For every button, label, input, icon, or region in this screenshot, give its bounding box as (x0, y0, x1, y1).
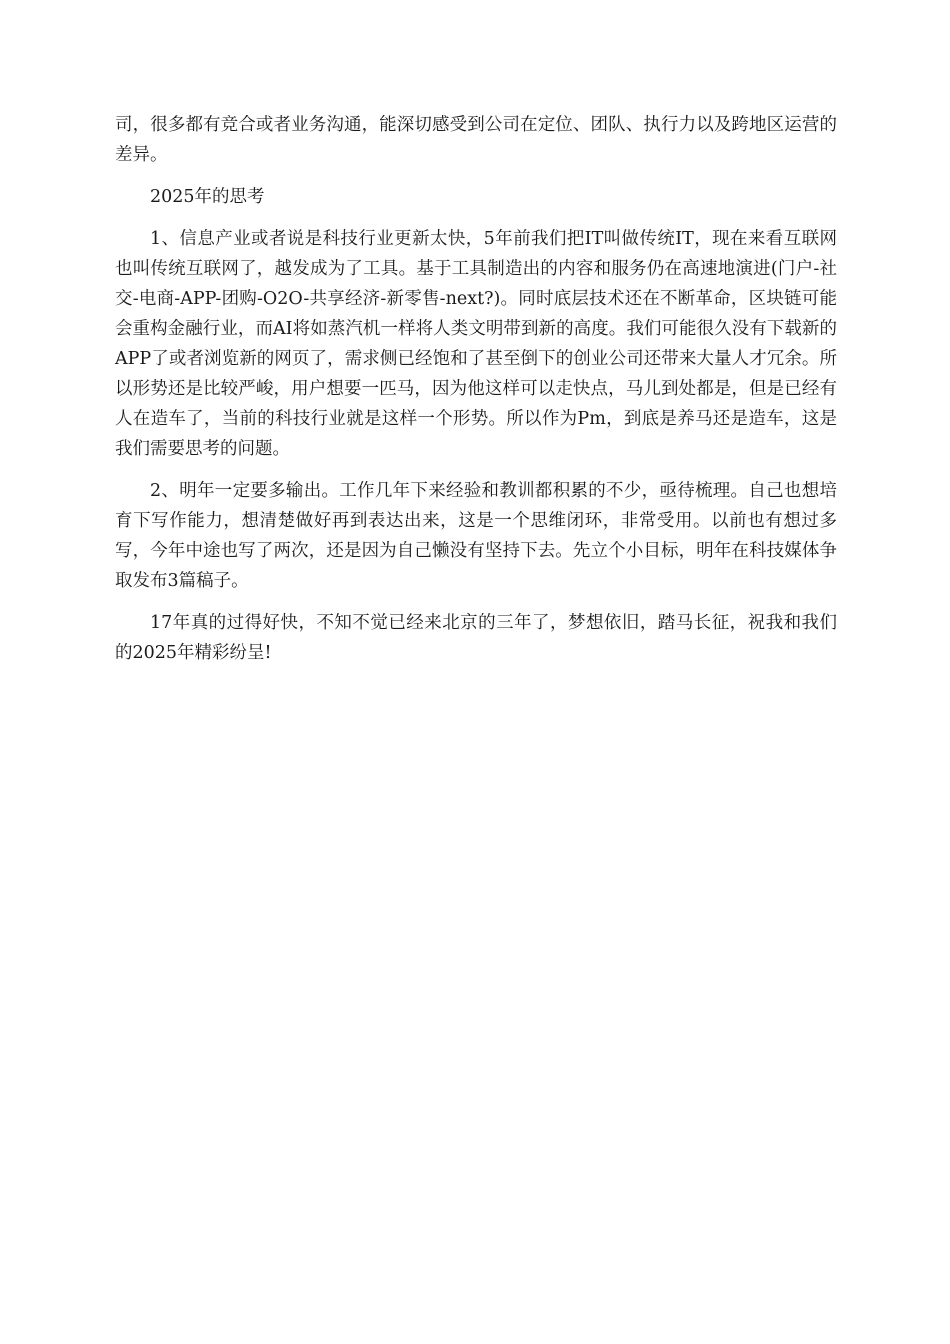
paragraph-closing: 17年真的过得好快，不知不觉已经来北京的三年了，梦想依旧，踏马长征，祝我和我们的2025年精彩纷呈! (115, 613, 837, 663)
section-heading: 2025年的思考 (150, 187, 265, 207)
paragraph-point-2: 2、明年一定要多输出。工作几年下来经验和教训都积累的不少，亟待梳理。自己也想培育下写作能力，想清楚做好再到表达出来，这是一个思维闭环，非常受用。以前也有想过多写，今年中途也写了两次，还是因为自己懒没有坚持下去。先立个小目标，明年在科技媒体争取发布3篇稿子。 (115, 481, 837, 591)
paragraph-continuation: 司，很多都有竞合或者业务沟通，能深切感受到公司在定位、团队、执行力以及跨地区运营的差异。 (115, 115, 837, 165)
document-body (115, 110, 837, 680)
paragraph-point-1: 1、信息产业或者说是科技行业更新太快，5年前我们把IT叫做传统IT，现在来看互联网也叫传统互联网了，越发成为了工具。基于工具制造出的内容和服务仍在高速地演进(门户-社交-电商-APP-团购-O2O-共享经济-新零售-next?)。同时底层技术还在不断革命，区块链可能会重构金融行业，而AI将如蒸汽机一样将人类文明带到新的高度。我们可能很久没有下载新的APP了或者浏览新的网页了，需求侧已经饱和了甚至倒下的创业公司还带来大量人才冗余。所以形势还是比较严峻，用户想要一匹马，因为他这样可以走快点，马儿到处都是，但是已经有人在造车了，当前的科技行业就是这样一个形势。所以作为Pm，到底是养马还是造车，这是我们需要思考的问题。 (115, 229, 837, 459)
